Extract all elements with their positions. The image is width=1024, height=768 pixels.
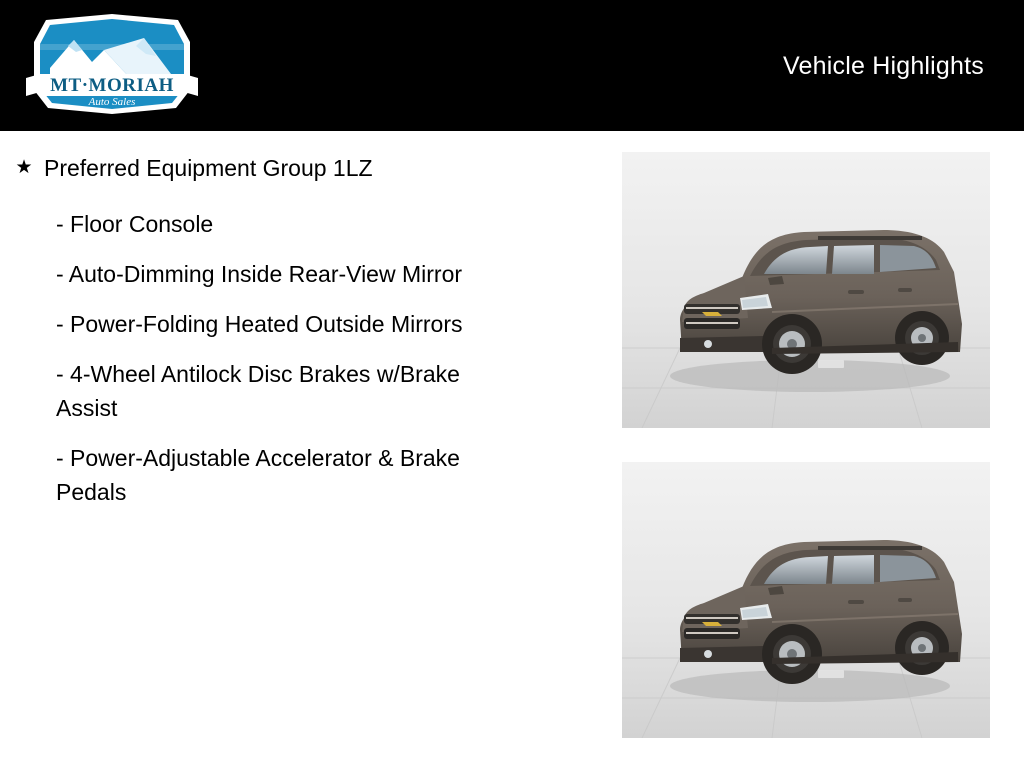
vehicle-photo-front-left-2 <box>622 462 990 738</box>
header-bar <box>0 0 1024 131</box>
page-title: Vehicle Highlights <box>783 52 984 80</box>
svg-text:Auto Sales: Auto Sales <box>88 96 136 108</box>
vehicle-photo-front-left-1 <box>622 152 990 428</box>
list-item: - Power-Adjustable Accelerator & Brake Pedals <box>56 445 460 505</box>
list-item <box>14 153 580 183</box>
equipment-group-title: Preferred Equipment Group 1LZ <box>44 155 373 181</box>
mt-moriah-auto-sales-logo <box>16 12 208 120</box>
svg-text:MT·MORIAH: MT·MORIAH <box>50 75 174 96</box>
highlights-list <box>0 131 600 768</box>
list-item: - Power-Folding Heated Outside Mirrors <box>56 311 463 337</box>
list-item: - Floor Console <box>56 211 214 237</box>
star-icon: ★ <box>15 157 33 178</box>
list-item: - 4-Wheel Antilock Disc Brakes w/Brake Assist <box>56 361 460 421</box>
list-item: - Auto-Dimming Inside Rear-View Mirror <box>56 261 463 287</box>
